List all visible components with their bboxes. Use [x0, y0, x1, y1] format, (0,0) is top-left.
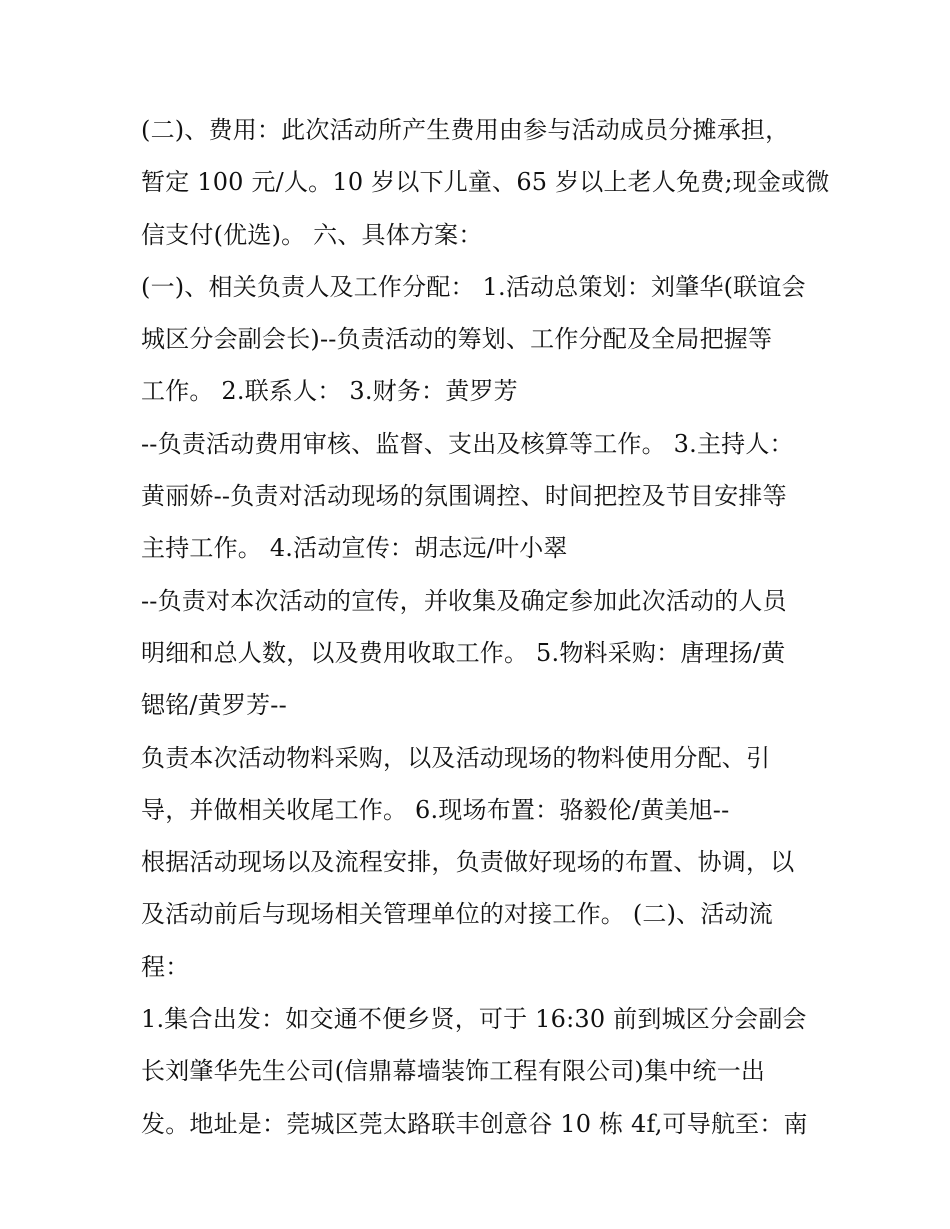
text-line: (一)、相关负责人及工作分配： 1.活动总策划：刘肇华(联谊会: [141, 272, 806, 301]
text-line: 1.集合出发：如交通不便乡贤，可于 16:30 前到城区分会副会: [141, 1005, 807, 1034]
body-text: [141, 104, 831, 1150]
text-line: 主持工作。 4.活动宣传：胡志远/叶小翠: [141, 534, 568, 563]
text-line: 长刘肇华先生公司(信鼎幕墙装饰工程有限公司)集中统一出: [141, 1057, 766, 1086]
text-line: 黄丽娇--负责对活动现场的氛围调控、时间把控及节目安排等: [141, 482, 787, 511]
text-line: 及活动前后与现场相关管理单位的对接工作。 (二)、活动流: [141, 900, 773, 929]
text-line: 发。地址是：莞城区莞太路联丰创意谷 10 栋 4f,可导航至：南: [141, 1109, 808, 1138]
text-line: 导，并做相关收尾工作。 6.现场布置：骆毅伦/黄美旭--: [141, 795, 730, 824]
text-line: 暂定 100 元/人。10 岁以下儿童、65 岁以上老人免费;现金或微: [141, 168, 830, 197]
text-line: 信支付(优选)。 六、具体方案：: [141, 220, 483, 249]
text-line: 工作。 2.联系人： 3.财务：黄罗芳: [141, 377, 518, 406]
text-line: 负责本次活动物料采购，以及活动现场的物料使用分配、引: [141, 743, 771, 772]
text-line: --负责对本次活动的宣传，并收集及确定参加此次活动的人员: [141, 586, 787, 615]
text-line: 锶铭/黄罗芳--: [141, 691, 287, 720]
text-line: --负责活动费用审核、监督、支出及核算等工作。 3.主持人：: [141, 429, 794, 458]
text-line: (二)、费用：此次活动所产生费用由参与活动成员分摊承担，: [141, 116, 790, 144]
text-line: 明细和总人数，以及费用收取工作。 5.物料采购：唐理扬/黄: [141, 638, 786, 667]
text-line: 根据活动现场以及流程安排，负责做好现场的布置、协调，以: [141, 848, 795, 877]
text-line: 程：: [141, 952, 190, 981]
text-line: 城区分会副会长)--负责活动的筹划、工作分配及全局把握等: [141, 325, 773, 354]
